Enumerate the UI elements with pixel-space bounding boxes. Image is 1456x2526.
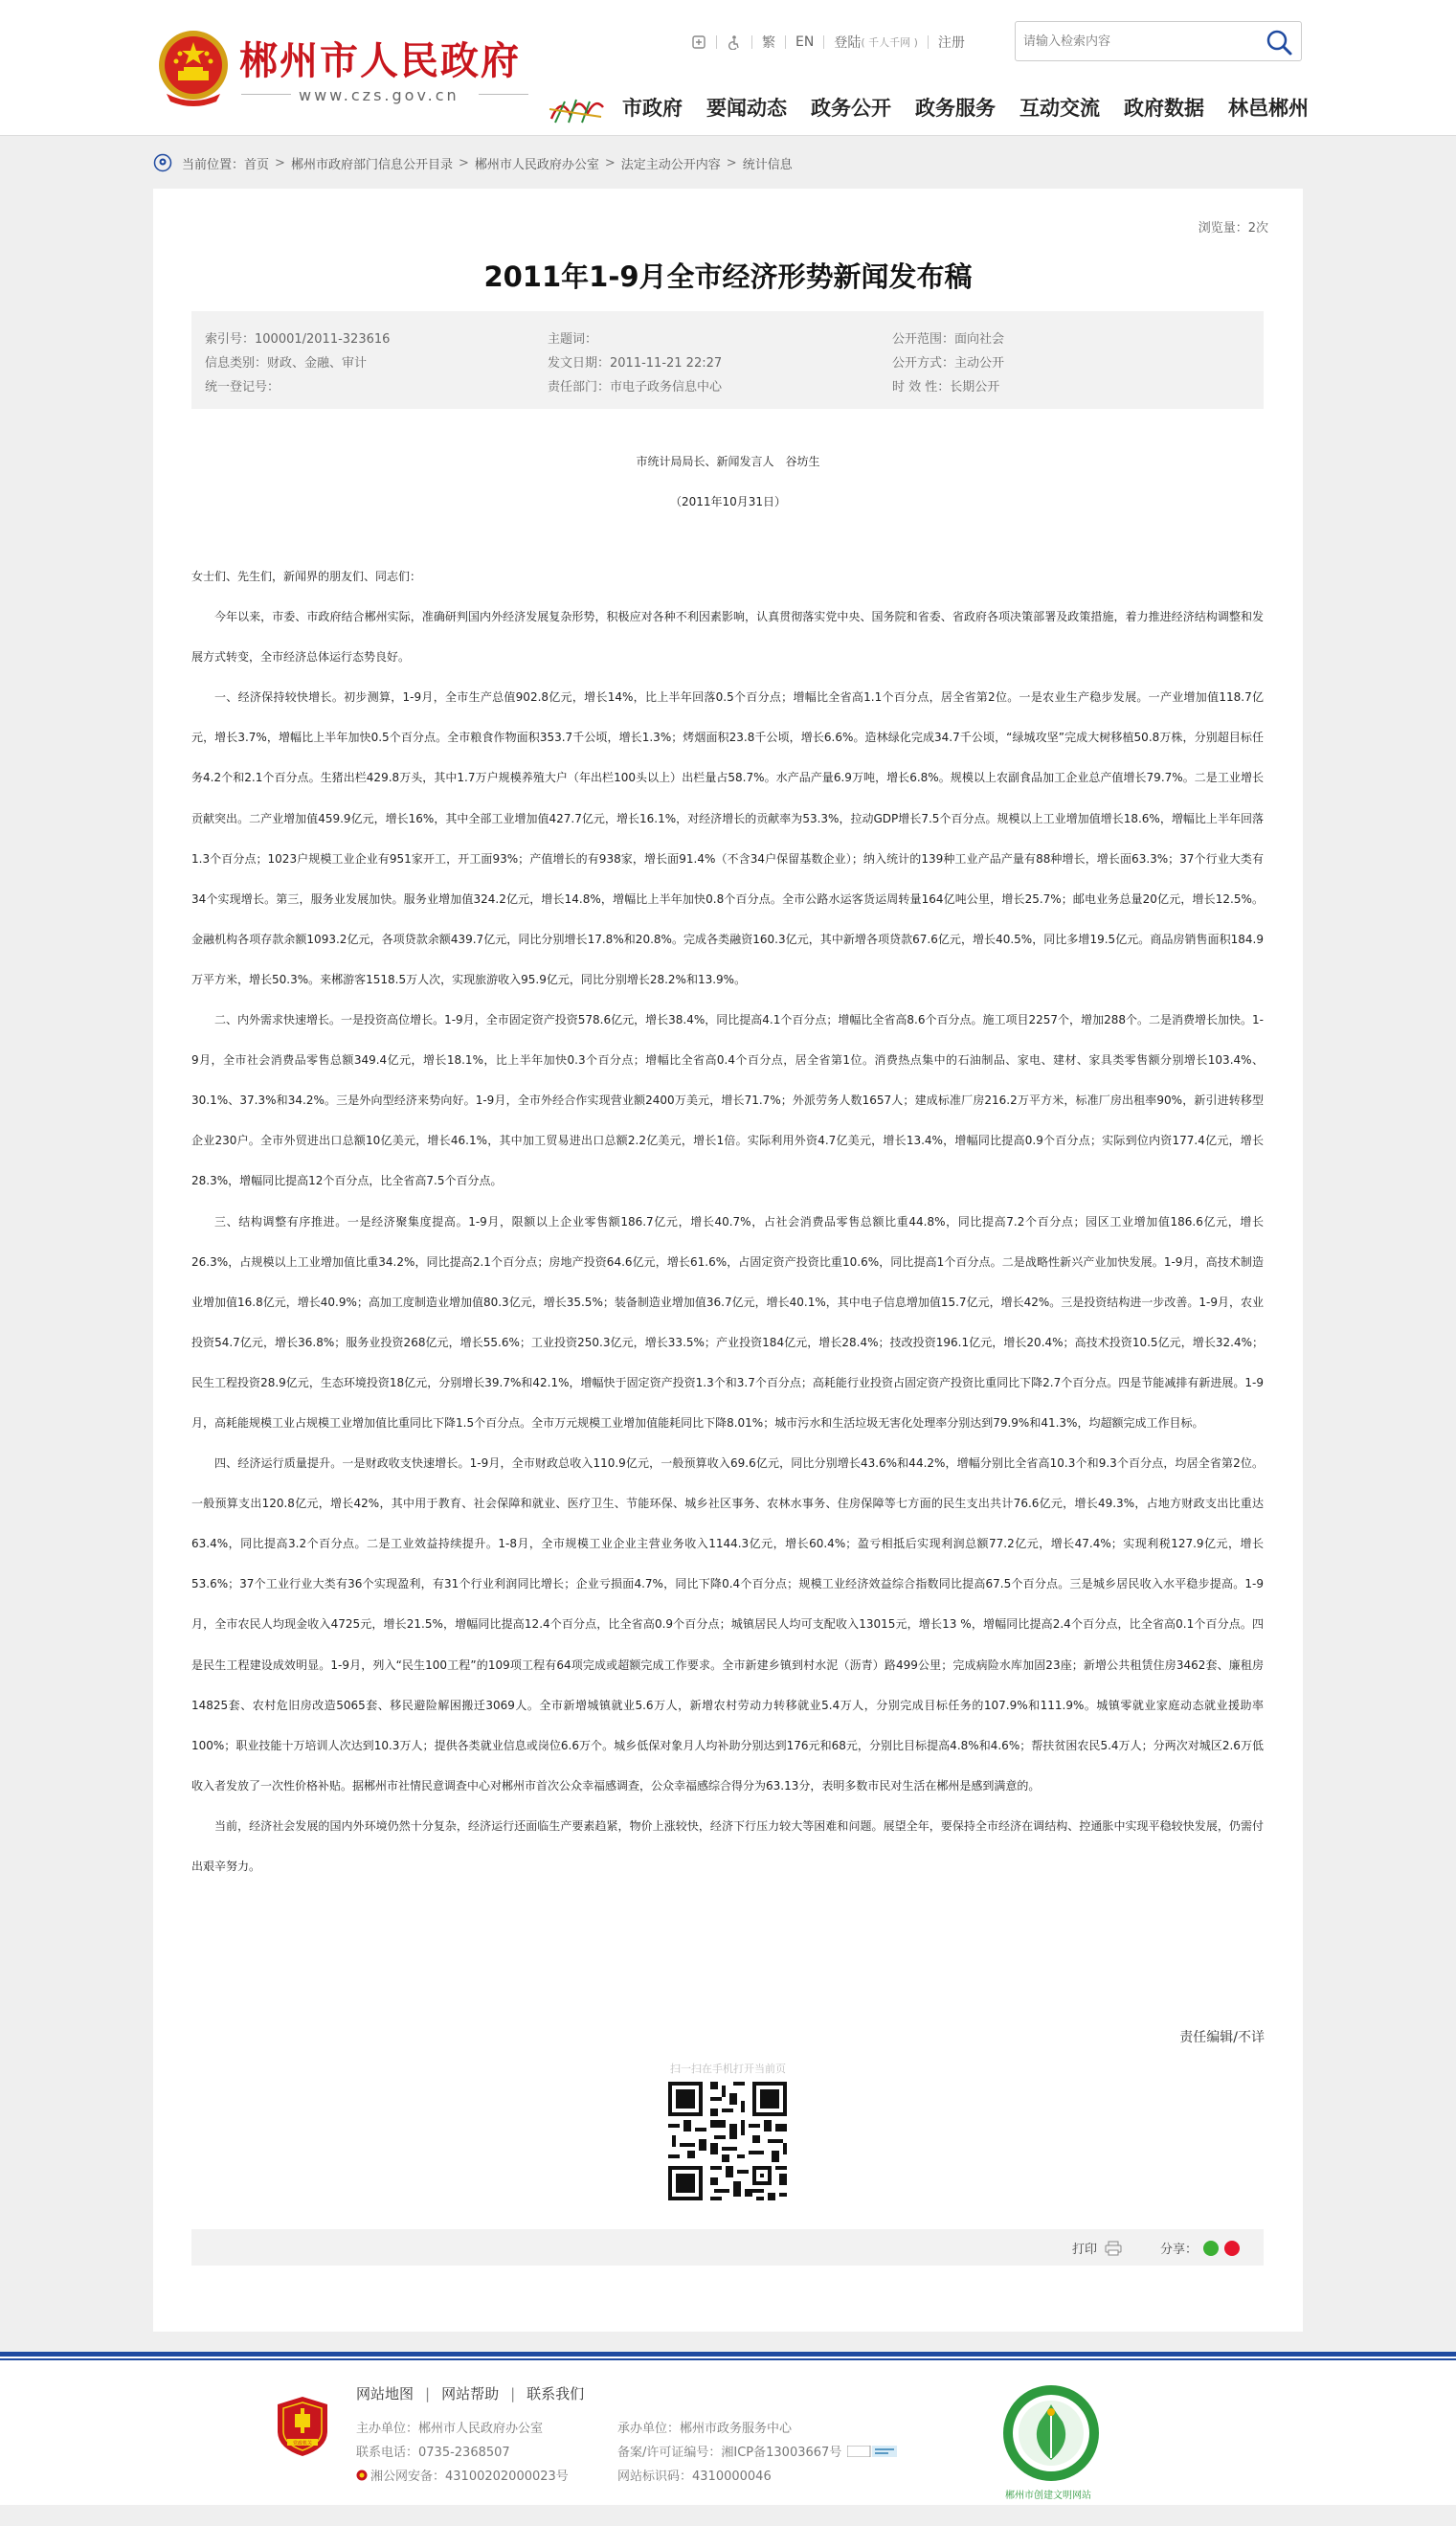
share-area xyxy=(1160,2239,1240,2257)
responsible-editor: 责任编辑/不详 xyxy=(1179,2030,1265,2045)
print-label: 打印 xyxy=(1072,2243,1098,2257)
footer-police-text[interactable]: 湘公网安备：43100202000023号 xyxy=(370,2470,569,2484)
share-bar xyxy=(191,2229,1264,2266)
nav-item-linyi-chenzhou[interactable]: 林邑郴州 xyxy=(1228,97,1309,120)
search-icon[interactable] xyxy=(1265,28,1293,56)
top-links xyxy=(691,31,965,54)
breadcrumb-directory[interactable]: 郴州市政府部门信息公开目录 xyxy=(290,157,453,172)
share-label: 分享： xyxy=(1160,2243,1198,2257)
meta-mode: 公开方式：主动公开 xyxy=(892,356,1005,371)
article-title: 2011年1-9月全市经济形势新闻发布稿 xyxy=(483,260,973,293)
paragraph: 今年以来，市委、市政府结合郴州实际，准确研判国内外经济发展复杂形势，积极应对各种不利因素影响，认真贯彻落实党中央、国务院和省委、省政府各项决策部署及政策措施，着力推进经济结构调整和发展方式转变，全市经济总体运行态势良好。 xyxy=(191,610,1264,665)
article-date: （2011年10月31日） xyxy=(669,495,787,508)
nav-item-news[interactable]: 要闻动态 xyxy=(706,97,787,120)
site-url: www.czs.gov.cn xyxy=(299,86,459,104)
article-panel xyxy=(153,189,1303,2332)
meta-topic: 主题词： xyxy=(548,332,598,347)
national-emblem-icon xyxy=(155,25,232,109)
meta-validity: 时 效 性：长期公开 xyxy=(892,380,1000,395)
location-pin-icon xyxy=(153,153,172,172)
site-header xyxy=(0,0,1456,136)
footer-icp xyxy=(617,2442,897,2460)
footer-links xyxy=(356,2383,584,2403)
site-logo[interactable] xyxy=(155,25,528,111)
paragraph: 二、内外需求快速增长。一是投资高位增长。1-9月，全市固定资产投资578.6亿元，增长38.4%，同比提高4.1个百分点；增幅比全省高8.6个百分点。施工项目2257个，增加288个。二是消费增长加快。1-9月，全市社会消费品零售总额349.4亿元，增长18.1%，比上半年加快0.3个百分点；增幅比全省高0.4个百分点，居全省第1位。消费热点集中的石油制品、家电、建材、家具类零售额分别增长103.4%、30.1%、37.3%和34.2%。三是外向型经济来势向好。1-9月，全市外经合作实现营业额2400万美元，增长71.7%；外派劳务人数1657人；建成标准厂房216.2万平方米，标准厂房出租率90%，新引进转移型企业230户。全市外贸进出口总额10亿美元，增长46.1%，其中加工贸易进出口总额2.2亿美元，增长1倍。实际利用外资4.7亿美元，增长13.4%，增幅同比提高0.9个百分点；实际到位内资177.4亿元，增长28.3%，增幅同比提高12个百分点，比全省高7.5个百分点。 xyxy=(191,1013,1264,1188)
meta-category: 信息类别：财政、金融、审计 xyxy=(205,356,368,371)
paragraph: 四、经济运行质量提升。一是财政收支快速增长。1-9月，全市财政总收入110.9亿元，一般预算收入69.6亿元，同比分别增长43.6%和44.2%，增幅分别比全省高10.3个和9.3个百分点，均居全省第2位。一般预算支出120.8亿元，增长42%，其中用于教育、社会保障和就业、医疗卫生、节能环保、城乡社区事务、农林水事务、住房保障等七方面的民生支出共计76.6亿元，增长49.3%，占地方财政支出比重达63.4%，同比提高3.2个百分点。二是工业效益持续提升。1-8月，全市规模工业企业主营业务收入1144.3亿元，增长60.4%；盈亏相抵后实现利润总额77.2亿元，增长47.4%；实现利税127.9亿元，增长53.6%；37个工业行业大类有36个实现盈利，有31个行业利润同比增长；企业亏损面4.7%，同比下降0.4个百分点；规模工业经济效益综合指数同比提高67.5个百分点。三是城乡居民收入水平稳步提高。1-9月，全市农民人均现金收入4725元，增长21.5%，增幅同比提高12.4个百分点，比全省高0.9个百分点；城镇居民人均可支配收入13015元，增长13 %，增幅同比提高2.4个百分点，比全省高0.1个百分点。四是民生工程建设成效明显。1-9月，列入“民生100工程”的109项工程有64项完成或超额完成工作要求。全市新建乡镇到村水泥（沥青）路499公里；完成病险水库加固23座；新增公共租赁住房3462套、廉租房14825套、农村危旧房改造5065套、移民避险解困搬迁3069人。全市新增城镇就业5.6万人，新增农村劳动力转移就业5.4万人，分别完成目标任务的107.9%和111.9%。城镇零就业家庭动态就业援助率100%；职业技能十万培训人次达到10.3万人；提供各类就业信息或岗位6.6万个。城乡低保对象月人均补助分别达到176元和68元，分别比目标提高4.8%和4.6%；帮扶贫困农民5.4万人；分两次对城区2.6万低收入者发放了一次性价格补贴。据郴州市社情民意调查中心对郴州市首次公众幸福感调查，公众幸福感综合得分为63.13分，表明多数市民对生活在郴州是感到满意的。 xyxy=(191,1456,1264,1793)
footer-phone: 联系电话：0735-2368507 xyxy=(356,2446,510,2460)
search-input[interactable] xyxy=(1023,31,1243,52)
barrier-free-icon[interactable] xyxy=(691,34,706,50)
nav-item-disclosure[interactable]: 政务公开 xyxy=(811,97,891,120)
article-author: 市统计局局长、新闻发言人 谷坊生 xyxy=(636,455,820,468)
divider xyxy=(928,35,929,49)
weibo-icon[interactable] xyxy=(1224,2241,1240,2256)
breadcrumb-home[interactable]: 首页 xyxy=(244,157,270,172)
breadcrumb-statutory[interactable]: 法定主动公开内容 xyxy=(620,157,721,172)
site-footer xyxy=(0,2352,1456,2505)
filing-badge-icon xyxy=(847,2446,897,2457)
divider xyxy=(785,35,786,49)
breadcrumb-separator: > xyxy=(458,155,469,170)
civilized-website-seal-icon[interactable] xyxy=(1001,2383,1101,2483)
print-button[interactable] xyxy=(1072,2239,1122,2257)
footer-organizer: 承办单位：郴州市政务服务中心 xyxy=(617,2422,793,2436)
meta-issue-date: 发文日期：2011-11-21 22:27 xyxy=(548,356,723,371)
footer-link-help[interactable]: 网站帮助 xyxy=(441,2385,500,2402)
police-badge-icon xyxy=(356,2470,368,2481)
breadcrumb-separator: > xyxy=(726,155,737,170)
divider: | xyxy=(510,2384,516,2402)
seal-caption: 郴州市创建文明网站 xyxy=(1005,2491,1091,2501)
divider xyxy=(241,94,291,95)
footer-icp-text[interactable]: 备案/许可证编号：湘ICP备13003667号 xyxy=(617,2446,842,2460)
paragraph: 三、结构调整有序推进。一是经济聚集度提高。1-9月，限额以上企业零售额186.7亿元，增长40.7%，占社会消费品零售总额比重44.8%，同比提高7.2个百分点；园区工业增加值186.6亿元，增长26.3%，占规模以上工业增加值比重34.2%，同比提高2.1个百分点；房地产投资64.6亿元，增长61.6%，占固定资产投资比重10.6%，同比提高1个百分点。二是战略性新兴产业加快发展。1-9月，高技术制造业增加值16.8亿元，增长40.9%；高加工度制造业增加值80.3亿元，增长35.5%；装备制造业增加值36.7亿元，增长40.1%，其中电子信息增加值15.7亿元，增长42%。三是投资结构进一步改善。1-9月，农业投资54.7亿元，增长36.8%；服务业投资268亿元，增长55.6%；工业投资250.3亿元，增长33.5%；产业投资184亿元，增长28.4%；技改投资196.1亿元，增长20.4%；高技术投资10.5亿元，增长32.4%；民生工程投资28.9亿元，生态环境投资18亿元，分别增长39.7%和42.1%，增幅快于固定资产投资1.3个和3.7个百分点；高耗能行业投资占固定资产投资比重同比下降2.7个百分点。四是节能减排有新进展。1-9月，高耗能规模工业占规模工业增加值比重同比下降1.5个百分点。全市万元规模工业增加值能耗同比下降8.01%；城市污水和生活垃圾无害化处理率分别达到79.9%和41.3%，均超额完成工作目标。 xyxy=(191,1214,1264,1430)
meta-index-no: 索引号：100001/2011-323616 xyxy=(205,332,391,347)
nav-item-services[interactable]: 政务服务 xyxy=(915,97,996,120)
nav-item-data[interactable]: 政府数据 xyxy=(1124,97,1204,120)
paragraph: 女士们、先生们，新闻界的朋友们、同志们： xyxy=(191,570,422,583)
divider xyxy=(823,35,824,49)
footer-link-sitemap[interactable]: 网站地图 xyxy=(356,2385,414,2402)
divider xyxy=(479,94,528,95)
accessibility-icon[interactable] xyxy=(727,34,742,50)
article-meta xyxy=(191,311,1264,409)
traditional-chinese-link[interactable]: 繁 xyxy=(762,35,775,51)
divider: | xyxy=(425,2384,431,2402)
qr-label: 扫一扫在手机打开当前页 xyxy=(670,2063,786,2075)
meta-unified-no: 统一登记号： xyxy=(205,380,280,395)
nav-item-interaction[interactable]: 互动交流 xyxy=(1019,97,1100,120)
qr-code-icon xyxy=(664,2078,791,2204)
login-link[interactable]: 登陆 xyxy=(834,35,862,51)
view-count: 浏览量：2次 xyxy=(1198,221,1268,236)
meta-department: 责任部门：市电子政务信息中心 xyxy=(548,380,723,395)
english-link[interactable]: EN xyxy=(795,34,815,50)
main-nav xyxy=(548,86,1309,128)
divider xyxy=(751,35,752,49)
breadcrumb-office[interactable]: 郴州市人民政府办公室 xyxy=(474,157,599,172)
nav-decoration-icon xyxy=(548,88,605,126)
breadcrumb-statistics[interactable]: 统计信息 xyxy=(742,157,793,172)
breadcrumb xyxy=(153,151,793,174)
nav-item-government[interactable]: 市政府 xyxy=(622,97,683,120)
paragraph: 一、经济保持较快增长。初步测算，1-9月，全市生产总值902.8亿元，增长14%，比上半年回落0.5个百分点；增幅比全省高1.1个百分点，居全省第2位。一是农业生产稳步发展。一产业增加值118.7亿元，增长3.7%，增幅比上半年加快0.5个百分点。全市粮食作物面积353.7千公顷，增长1.3%；烤烟面积23.8千公顷，增长6.6%。造林绿化完成34.7千公顷，“绿城攻坚”完成大树移植50.8万株，分别超目标任务4.2个和2.1个百分点。生猪出栏429.8万头，其中1.7万户规模养殖大户（年出栏100头以上）出栏量占58.7%。水产品产量6.9万吨，增长6.8%。规模以上农副食品加工企业总产值增长79.7%。二是工业增长贡献突出。二产业增加值459.9亿元，增长16%，其中全部工业增加值427.7亿元，增长16.1%，对经济增长的贡献率为53.3%，拉动GDP增长7.5个百分点。规模以上工业增加值增长18.6%，增幅比上半年回落1.3个百分点；1023户规模工业企业有951家开工，开工面93%；产值增长的有938家，增长面91.4%（不含34户保留基数企业）；纳入统计的139种工业产品产量有88种增长，增长面63.3%；37个行业大类有34个实现增长。第三，服务业发展加快。服务业增加值324.2亿元，增长14.8%，增幅比上半年加快0.8个百分点。全市公路水运客货运周转量164亿吨公里，增长25.7%；邮电业务总量20亿元，增长12.5%。金融机构各项存款余额1093.2亿元，各项贷款余额439.7亿元，同比分别增长17.8%和20.8%。完成各类融资160.3亿元，其中新增各项贷款67.6亿元，增长40.5%，同比多增19.5亿元。商品房销售面积184.9万平方米，增长50.3%。来郴游客1518.5万人次，实现旅游收入95.9亿元，同比分别增长28.2%和13.9%。 xyxy=(191,690,1264,986)
footer-host: 主办单位：郴州市人民政府办公室 xyxy=(356,2422,544,2436)
breadcrumb-separator: > xyxy=(604,155,616,170)
meta-scope: 公开范围：面向社会 xyxy=(892,332,1005,347)
breadcrumb-label: 当前位置： xyxy=(182,157,245,172)
search-box xyxy=(1015,21,1302,61)
register-link[interactable]: 注册 xyxy=(937,35,965,51)
party-government-badge-icon[interactable] xyxy=(276,2395,329,2458)
article-body xyxy=(191,556,1264,1886)
badge-text: 党政机关 xyxy=(292,2441,313,2447)
footer-link-contact[interactable]: 联系我们 xyxy=(526,2385,585,2402)
divider xyxy=(716,35,717,49)
wechat-icon[interactable] xyxy=(1203,2241,1219,2256)
breadcrumb-separator: > xyxy=(275,155,285,170)
printer-icon xyxy=(1105,2241,1122,2256)
footer-police xyxy=(356,2466,569,2484)
footer-site-code: 网站标识码：4310000046 xyxy=(617,2470,772,2484)
login-note: ( 千人千网 ) xyxy=(861,36,918,49)
site-title: 郴州市人民政府 xyxy=(239,39,521,83)
paragraph: 当前，经济社会发展的国内外环境仍然十分复杂，经济运行还面临生产要素趋紧，物价上涨较快，经济下行压力较大等困难和问题。展望全年，要保持全市经济在调结构、控通胀中实现平稳较快发展，仍需付出艰辛努力。 xyxy=(191,1818,1264,1873)
